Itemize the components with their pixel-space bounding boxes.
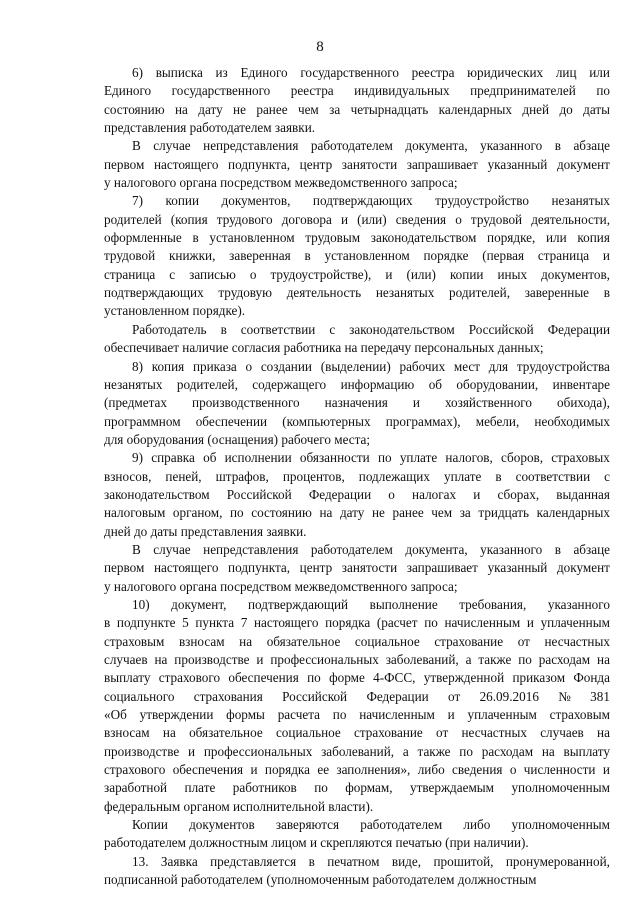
text-line: взносам на обязательное социальное страхование от несчастных случаев на [104,725,610,741]
text-line: Копии документов заверяются работодателем либо уполномоченным [132,817,610,833]
paragraph [104,816,610,853]
text-line: заработной плате работников по формам, утверждаемым уполномоченным [104,780,610,796]
text-line: 9) справка об исполнении обязанности по уплате налогов, сборов, страховых [132,450,610,466]
text-line: страхового обеспечения и порядка ее заполнения», либо сведения о численности и [104,762,610,778]
text-line: оформленные в установленном трудовым законодательством порядке, или копия [104,230,610,246]
text-line: обеспечивает наличие согласия работника на передачу персональных данных; [104,340,544,356]
text-line: Работодатель в соответствии с законодательством Российской Федерации [132,321,610,337]
text-line: подтверждающих трудовую деятельность незанятых родителей, заверенные в [104,285,610,301]
text-line: представления работодателем заявки. [104,120,316,136]
page-number: 8 [316,39,324,55]
text-line: выплату страхового обеспечения по форме 4-ФСС, утвержденной приказом Фонда [104,670,610,686]
text-line: взносов, пеней, штрафов, процентов, подлежащих уплате в соответствии с [104,468,610,484]
paragraph [104,541,610,596]
text-line: программном обеспечении (компьютерных программах), мебели, необходимых [104,413,610,429]
text-line: в подпункте 5 пункта 7 настоящего порядка (расчет по начисленным и уплаченным [104,615,610,631]
text-line: Единого государственного реестра индивидуальных предпринимателей по [104,83,610,99]
text-line: первом настоящего подпункта, центр занятости запрашивает указанный документ [104,560,610,576]
text-line: 7) копии документов, подтверждающих трудоустройство незанятых [132,193,610,209]
text-line: дней до даты представления заявки. [104,523,307,539]
text-line: установленном порядке). [104,303,246,319]
text-line: для оборудования (оснащения) рабочего места; [104,431,371,447]
text-line: у налогового органа посредством межведомственного запроса; [104,578,458,594]
text-line: законодательством Российской Федерации о налогах и сборах, выданная [104,486,610,502]
text-line: незанятых родителей, содержащего информацию об оборудовании, инвентаре [104,376,610,392]
text-line: федеральным органом исполнительной власти). [104,798,374,814]
text-line: трудовой книжки, заверенная в установленном порядке (первая страница и [104,248,610,264]
text-line: подписанной работодателем (уполномоченным работодателем должностным [104,872,537,888]
text-line: (предметах производственного назначения и хозяйственного обихода), [104,395,610,411]
text-line: работодателем должностным лицом и скрепляются печатью (при наличии). [104,835,529,851]
text-line: В случае непредставления работодателем документа, указанного в абзаце [132,138,610,154]
text-line: «Об утверждении формы расчета по начисленным и уплаченным страховым [104,707,610,723]
document-body [104,64,610,889]
text-line: страница с записью о трудоустройстве), и (или) копии иных документов, [104,266,610,282]
text-line: 10) документ, подтверждающий выполнение требования, указанного [132,596,610,612]
paragraph [104,321,610,358]
paragraph [104,853,610,890]
text-line: первом настоящего подпункта, центр занятости запрашивает указанный документ [104,156,610,172]
text-line: состоянию на дату не ранее чем за четырнадцать календарных дней до даты [104,101,610,117]
paragraph [104,64,610,137]
paragraph [104,449,610,541]
paragraph [104,137,610,192]
text-line: 8) копия приказа о создании (выделении) рабочих мест для трудоустройства [132,358,610,374]
text-line: 13. Заявка представляется в печатном виде, прошитой, пронумерованной, [132,853,610,869]
text-line: случаев на производстве и профессиональных заболеваний, а также по расходам на [104,652,610,667]
paragraph [104,596,610,816]
text-line: 6) выписка из Единого государственного реестра юридических лиц или [132,65,610,80]
text-line: страховым взносам на обязательное социальное страхование от несчастных [104,633,610,649]
text-line: родителей (копия трудового договора и (или) сведения о трудовой деятельности, [104,211,610,227]
paragraph [104,192,610,320]
paragraph [104,358,610,450]
text-line: налоговым органом, по состоянию на дату не ранее чем за тридцать календарных [104,505,610,521]
text-line: производстве и профессиональных заболеваний, а также по расходам на выплату [104,743,610,759]
text-line: В случае непредставления работодателем документа, указанного в абзаце [132,541,610,557]
text-line: у налогового органа посредством межведомственного запроса; [104,175,458,191]
text-line: социального страхования Российской Федерации от 26.09.2016 № 381 [104,688,610,704]
